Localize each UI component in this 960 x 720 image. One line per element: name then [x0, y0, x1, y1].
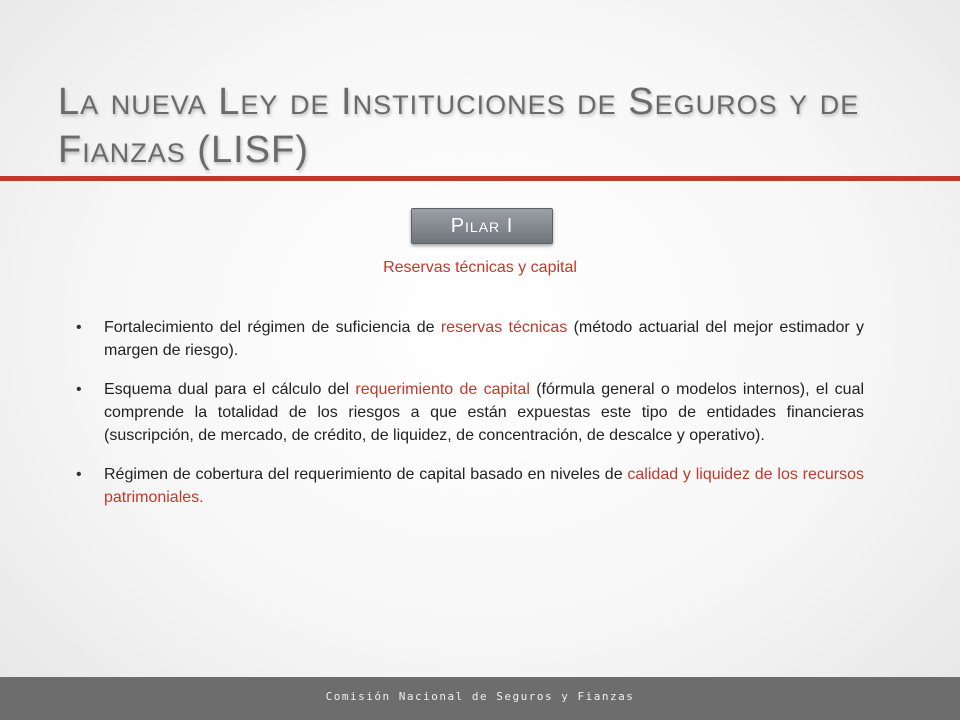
- bullet-text: Fortalecimiento del régimen de suficiencia de: [104, 319, 441, 336]
- bullet-item: [76, 316, 864, 362]
- bullet-marker: •: [76, 466, 82, 483]
- bullet-text: Régimen de cobertura del requerimiento de capital basado en niveles de: [104, 466, 628, 483]
- section-subtitle: Reservas técnicas y capital: [383, 259, 577, 276]
- bullet-item: [76, 378, 864, 447]
- bullet-marker: •: [76, 381, 82, 398]
- footer-text: Comisión Nacional de Seguros y Fianzas: [325, 690, 635, 703]
- bullet-highlight: reservas técnicas: [440, 319, 568, 336]
- title-divider: [0, 176, 960, 181]
- bullet-text: Esquema dual para el cálculo del: [104, 381, 356, 398]
- slide-title-line-2: Fianzas (LISF): [58, 129, 309, 171]
- slide-title: [58, 78, 918, 174]
- bullet-text-end: (método actuarial del mejor estimador y margen de riesgo).: [104, 319, 865, 359]
- bullet-highlight: calidad y liquidez de los recursos patrimoniales.: [104, 466, 864, 506]
- footer-bar: [0, 677, 960, 720]
- bullet-highlight: requerimiento de capital: [355, 381, 530, 398]
- slide-title-line-1: La nueva Ley de Instituciones de Seguros y de: [58, 81, 860, 123]
- bullet-marker: •: [76, 319, 82, 336]
- bullet-list: [76, 316, 864, 525]
- pilar-badge: Pilar I: [411, 208, 553, 244]
- bullet-item: [76, 463, 864, 509]
- bullet-text-end: (fórmula general o modelos internos), el cual comprende la totalidad de los riesgos a que están expuestas este tipo de entidades financieras (suscripción, de mercado, de crédito, de liquidez, de concentración, de descalce y operativo).: [104, 381, 865, 444]
